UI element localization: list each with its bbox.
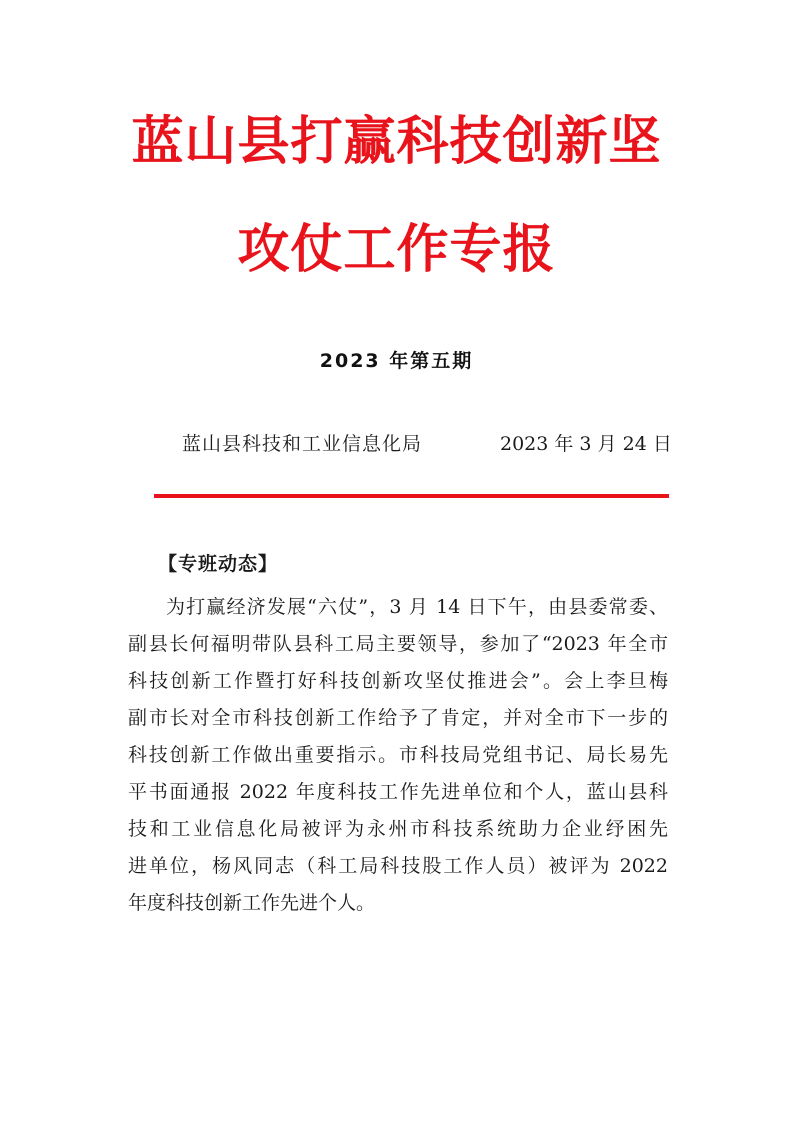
issuing-organization: 蓝山县科技和工业信息化局 — [182, 433, 423, 455]
article-line: 科技创新工作暨打好科技创新攻坚仗推进会”。会上李旦梅 — [128, 670, 668, 692]
article-line: 技和工业信息化局被评为永州市科技系统助力企业纾困先 — [128, 818, 668, 840]
article-line: 为打赢经济发展“六仗”，3 月 14 日下午，由县委常委、 — [166, 596, 668, 618]
article-body — [128, 589, 668, 922]
issue-number: 2023 年第五期 — [319, 350, 474, 372]
article-line: 进单位，杨风同志（科工局科技股工作人员）被评为 2022 — [128, 855, 668, 877]
issue-date: 2023 年 3 月 24 日 — [500, 433, 672, 455]
article-line: 平书面通报 2022 年度科技工作先进单位和个人，蓝山县科 — [128, 781, 668, 803]
report-title-line-1: 蓝山县打赢科技创新坚 — [131, 112, 662, 172]
article-line: 科技创新工作做出重要指示。市科技局党组书记、局长易先 — [128, 744, 668, 766]
article-line: 副县长何福明带队县科工局主要领导，参加了“2023 年全市 — [128, 633, 668, 655]
article-line: 副市长对全市科技创新工作给予了肯定，并对全市下一步的 — [128, 707, 668, 729]
section-heading: 【专班动态】 — [158, 553, 279, 575]
report-title-line-2: 攻仗工作专报 — [237, 220, 556, 280]
header-divider — [154, 494, 669, 498]
article-line: 年度科技创新工作先进个人。 — [128, 892, 376, 914]
